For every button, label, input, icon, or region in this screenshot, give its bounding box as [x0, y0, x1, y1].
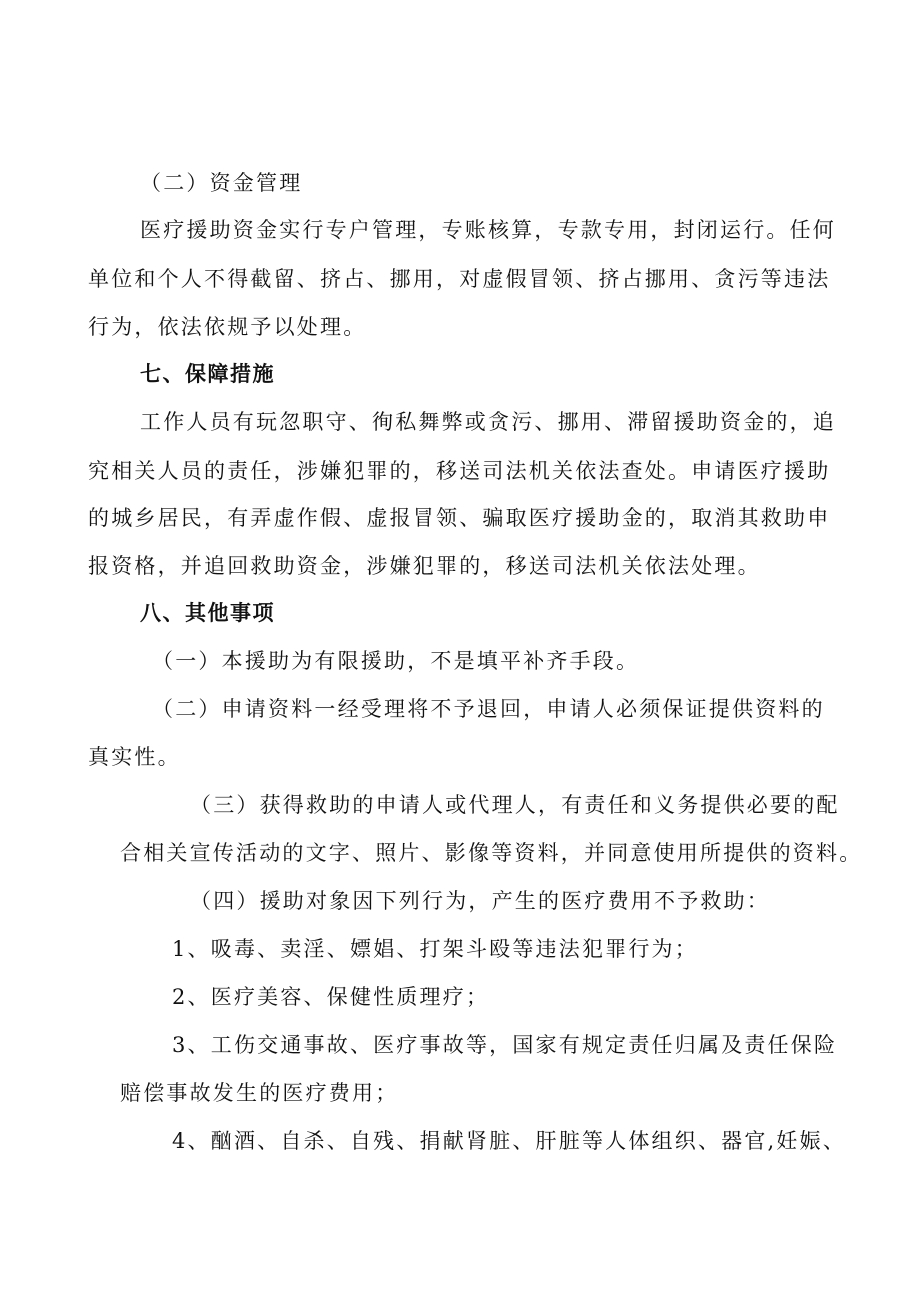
list-item-continuation: 合相关宣传活动的文字、照片、影像等资料，并同意使用所提供的资料。 [120, 841, 863, 865]
section-heading-safeguards: 七、保障措施 [140, 362, 275, 386]
numbered-item: 1、吸毒、卖淫、嫖娼、打架斗殴等违法犯罪行为； [172, 937, 698, 961]
paragraph-line: 报资格，并追回救助资金，涉嫌犯罪的，移送司法机关依法处理。 [88, 554, 761, 578]
list-item: （二）申请资料一经受理将不予退回，申请人必须保证提供资料的 [152, 697, 825, 721]
paragraph-line: 行为，依法依规予以处理。 [88, 315, 367, 339]
list-item: （一）本援助为有限援助，不是填平补齐手段。 [152, 649, 640, 673]
paragraph-line: 医疗援助资金实行专户管理，专账核算，专款专用，封闭运行。任何 [140, 218, 836, 242]
numbered-item-continuation: 赔偿事故发生的医疗费用； [120, 1081, 399, 1105]
paragraph-line: 单位和个人不得截留、挤占、挪用，对虚假冒领、挤占挪用、贪污等违法 [88, 267, 831, 291]
numbered-item: 4、酗酒、自杀、自残、捐献肾脏、肝脏等人体组织、器官,妊娠、 [172, 1129, 847, 1153]
numbered-item: 3、工伤交通事故、医疗事故等，国家有规定责任归属及责任保险 [172, 1033, 838, 1057]
subsection-heading-fund-management: （二）资金管理 [140, 171, 303, 195]
numbered-item: 2、医疗美容、保健性质理疗； [172, 985, 490, 1009]
paragraph-line: 工作人员有玩忽职守、徇私舞弊或贪污、挪用、滞留援助资金的，追 [140, 410, 836, 434]
list-item: （四）援助对象因下列行为，产生的医疗费用不予救助： [190, 889, 770, 913]
list-item: （三）获得救助的申请人或代理人，有责任和义务提供必要的配 [190, 793, 840, 817]
section-heading-other-matters: 八、其他事项 [140, 601, 275, 625]
list-item-continuation: 真实性。 [88, 745, 181, 769]
paragraph-line: 的城乡居民，有弄虚作假、虚报冒领、骗取医疗援助金的，取消其救助申 [88, 506, 831, 530]
paragraph-line: 究相关人员的责任，涉嫌犯罪的，移送司法机关依法查处。申请医疗援助 [88, 459, 831, 483]
